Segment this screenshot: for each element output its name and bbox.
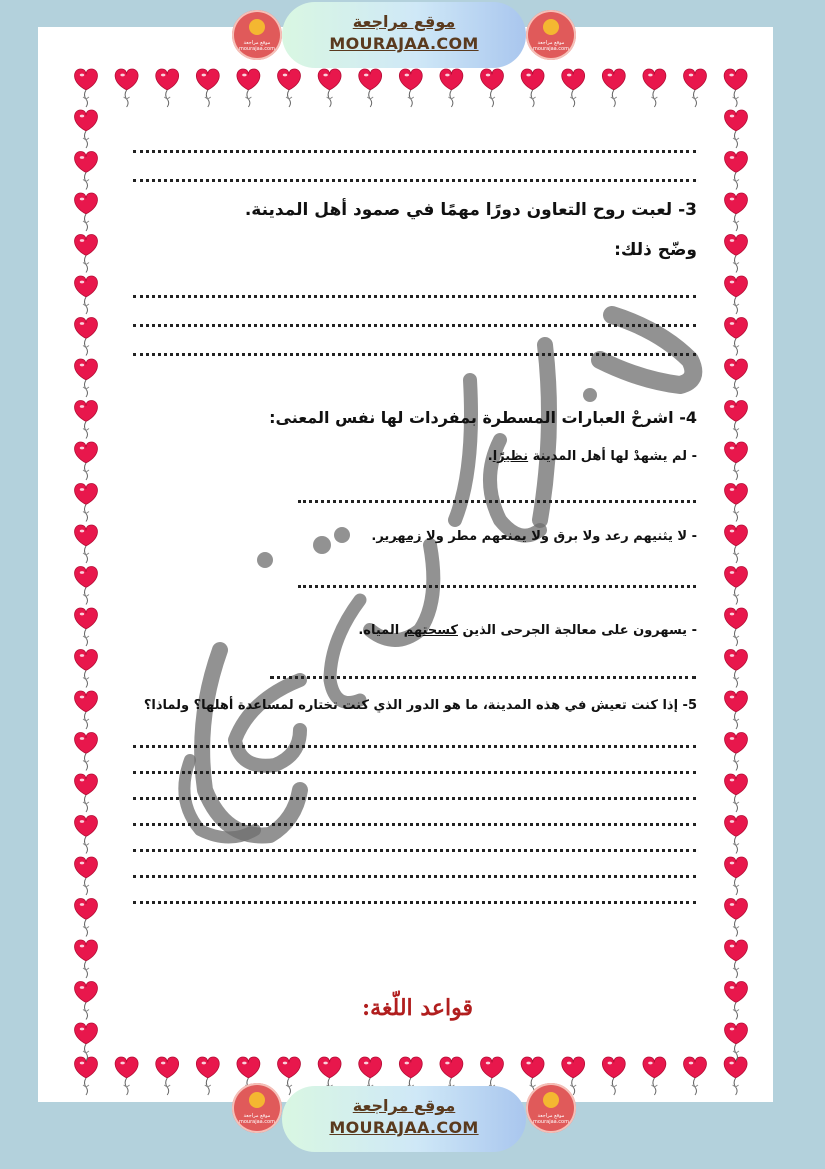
answer-line — [133, 353, 696, 356]
site-name-english: MOURAJAA.COM — [329, 34, 479, 53]
answer-line — [133, 745, 696, 748]
underlined-word: كسحتهم — [403, 623, 458, 638]
site-name-arabic: موقع مراجعة — [352, 1096, 456, 1115]
question-4-item-3: - يسهرون على معالجة الجرحى الذين كسحتهم المياه. — [358, 623, 697, 638]
question-3-instruction: وضّح ذلك: — [614, 240, 697, 260]
underlined-word: زمهرير — [376, 529, 422, 544]
question-3-prompt: 3- لعبت روح التعاون دورًا مهمًا في صمود أهل المدينة. — [244, 200, 697, 220]
answer-line — [133, 179, 696, 182]
question-4-prompt: 4- اشرحْ العبارات المسطرة بمفردات لها نفس المعنى: — [269, 408, 697, 427]
question-5-prompt: 5- إذا كنت تعيش في هذه المدينة، ما هو الدور الذي كنت تختاره لمساعدة أهلها؟ ولماذا؟ — [143, 698, 697, 713]
answer-line — [133, 324, 696, 327]
answer-line — [133, 797, 696, 800]
answer-line — [133, 295, 696, 298]
answer-line — [298, 500, 696, 503]
answer-line — [133, 823, 696, 826]
question-4-item-1: - لم يشهدْ لها أهل المدينة نظيرًا. — [487, 449, 697, 464]
question-4-item-2: - لا يثنيهم رعد ولا برق ولا يمنعهم مطر ولا زمهرير. — [371, 529, 697, 544]
site-name-arabic: موقع مراجعة — [352, 12, 456, 31]
answer-line — [298, 585, 696, 588]
site-badge-icon: موقع مراجعة mourajaa.com — [232, 10, 282, 60]
answer-line — [270, 676, 696, 679]
site-badge-icon: موقع مراجعة mourajaa.com — [526, 10, 576, 60]
answer-line — [133, 150, 696, 153]
answer-line — [133, 901, 696, 904]
site-name-english: MOURAJAA.COM — [329, 1118, 479, 1137]
site-badge-icon: موقع مراجعة mourajaa.com — [526, 1083, 576, 1133]
answer-line — [133, 849, 696, 852]
answer-line — [133, 875, 696, 878]
answer-line — [133, 771, 696, 774]
site-badge-icon: موقع مراجعة mourajaa.com — [232, 1083, 282, 1133]
underlined-word: نظيرًا — [492, 449, 529, 464]
section-heading-grammar: قواعد اللّغة: — [362, 995, 473, 1021]
